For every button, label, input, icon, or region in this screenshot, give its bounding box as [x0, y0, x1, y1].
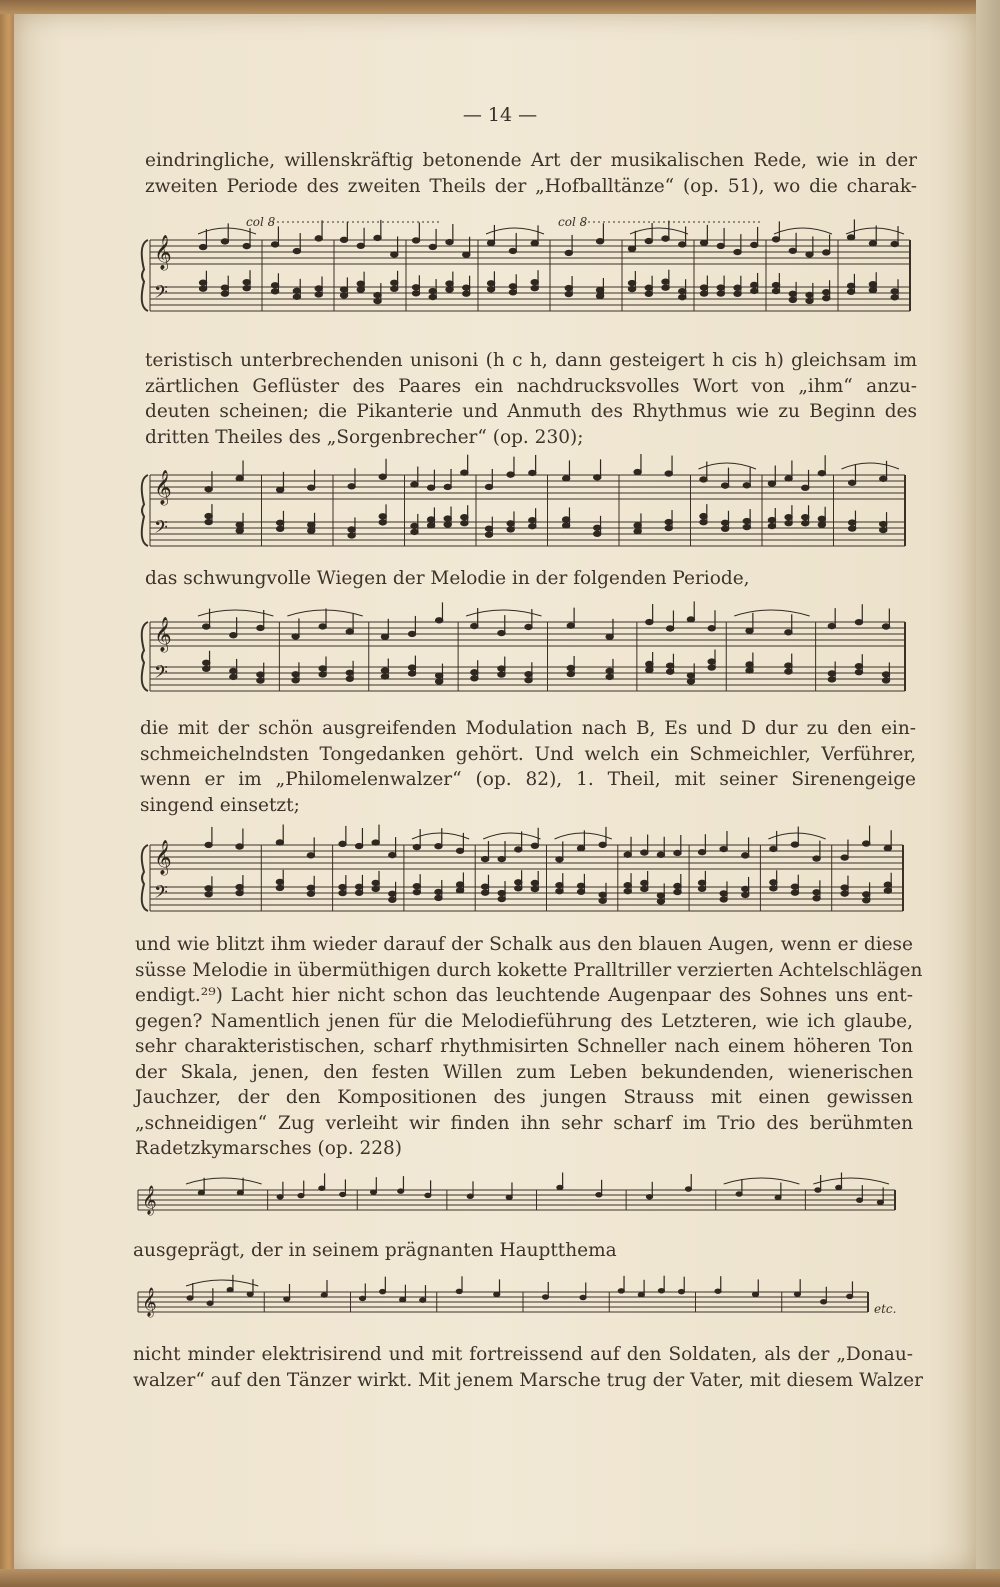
page-bottom-edge	[0, 1569, 1000, 1587]
text-line: singend einsetzt;	[140, 794, 300, 816]
paragraph-6	[133, 1238, 913, 1264]
bass-clef: 𝄢	[154, 517, 168, 543]
octave-marking: col 8	[558, 215, 588, 229]
text-line: nicht minder elektrisirend und mit fortreissend auf den Soldaten, als der „Donau-	[133, 1344, 913, 1365]
text-line: wenn er im „Philomelenwalzer“ (op. 82), 1. Theil, mit seiner Sirenengeige	[140, 769, 916, 790]
text-line: sehr charakteristischen, scharf rhythmisirten Schneller nach einem höheren Ton	[135, 1036, 913, 1057]
bass-clef: 𝄢	[154, 282, 168, 308]
text-line: walzer“ auf den Tänzer wirkt. Mit jenem Marsche trug der Vater, mit diesem Walzer	[133, 1369, 923, 1391]
octave-marking: col 8	[246, 215, 276, 229]
text-line: endigt.²⁹) Lacht hier nicht schon das leuchtende Augenpaar des Sohnes uns ent-	[135, 985, 913, 1006]
treble-clef: 𝄞	[154, 840, 172, 875]
text-line: dritten Theiles des „Sorgenbrecher“ (op. 230);	[145, 426, 584, 448]
text-line: eindringliche, willenskräftig betonende Art der musikalischen Rede, wie in der	[145, 150, 917, 171]
treble-clef: 𝄞	[142, 1287, 157, 1316]
paragraph-2	[145, 348, 917, 450]
text-line: das schwungvolle Wiegen der Melodie in der folgenden Periode,	[145, 568, 750, 589]
text-line: Radetzkymarsches (op. 228)	[135, 1138, 403, 1159]
text-line: teristisch unterbrechenden unisoni (h c h, dann gesteigert h cis h) gleichsam im	[145, 350, 917, 371]
text-line: schmeichelndsten Tongedanken gehört. Und welch ein Schmeichler, Verführer,	[140, 743, 916, 765]
treble-clef: 𝄞	[154, 470, 172, 505]
page-top-edge	[0, 0, 1000, 14]
bass-clef: 𝄢	[154, 882, 168, 908]
paragraph-4	[140, 716, 916, 818]
text-line: zärtlichen Geflüster des Paares ein nachdrucksvolles Wort von „ihm“ anzu-	[145, 375, 917, 397]
page-right-edge	[976, 0, 1000, 1587]
etc-marking: etc.	[874, 1302, 897, 1316]
text-line: der Skala, jenen, den festen Willen zum Leben bekundenden, wienerischen	[135, 1061, 913, 1083]
treble-clef: 𝄞	[154, 235, 172, 270]
paragraph-3	[145, 566, 917, 592]
paragraph-5	[135, 932, 923, 1162]
text-line: „schneidigen“ Zug verleiht wir finden ihn sehr scharf im Trio des berühmten	[135, 1112, 913, 1134]
book-spine	[0, 0, 14, 1587]
text-line: gegen? Namentlich jenen für die Melodieführung des Letzteren, wie ich glaube,	[135, 1010, 913, 1032]
text-line: süsse Melodie in übermüthigen durch kokette Pralltriller verzierten Achtelschlägen	[135, 959, 923, 981]
paragraph-1	[145, 148, 917, 199]
text-line: die mit der schön ausgreifenden Modulation nach B, Es und D dur zu den ein-	[140, 718, 916, 739]
bass-clef: 𝄢	[154, 662, 168, 688]
paragraph-7	[133, 1342, 923, 1393]
text-line: und wie blitzt ihm wieder darauf der Schalk aus den blauen Augen, wenn er diese	[135, 934, 913, 955]
page-number: — 14 —	[462, 104, 538, 126]
text-line: Jauchzer, der den Kompositionen des jungen Strauss mit einen gewissen	[135, 1087, 913, 1108]
text-line: deuten scheinen; die Pikanterie und Anmuth des Rhythmus wie zu Beginn des	[145, 401, 917, 422]
treble-clef: 𝄞	[154, 617, 172, 652]
text-line: ausgeprägt, der in seinem prägnanten Hauptthema	[133, 1240, 617, 1261]
treble-clef: 𝄞	[142, 1185, 157, 1214]
text-line: zweiten Periode des zweiten Theils der „Hofballtänze“ (op. 51), wo die charak-	[145, 175, 917, 197]
